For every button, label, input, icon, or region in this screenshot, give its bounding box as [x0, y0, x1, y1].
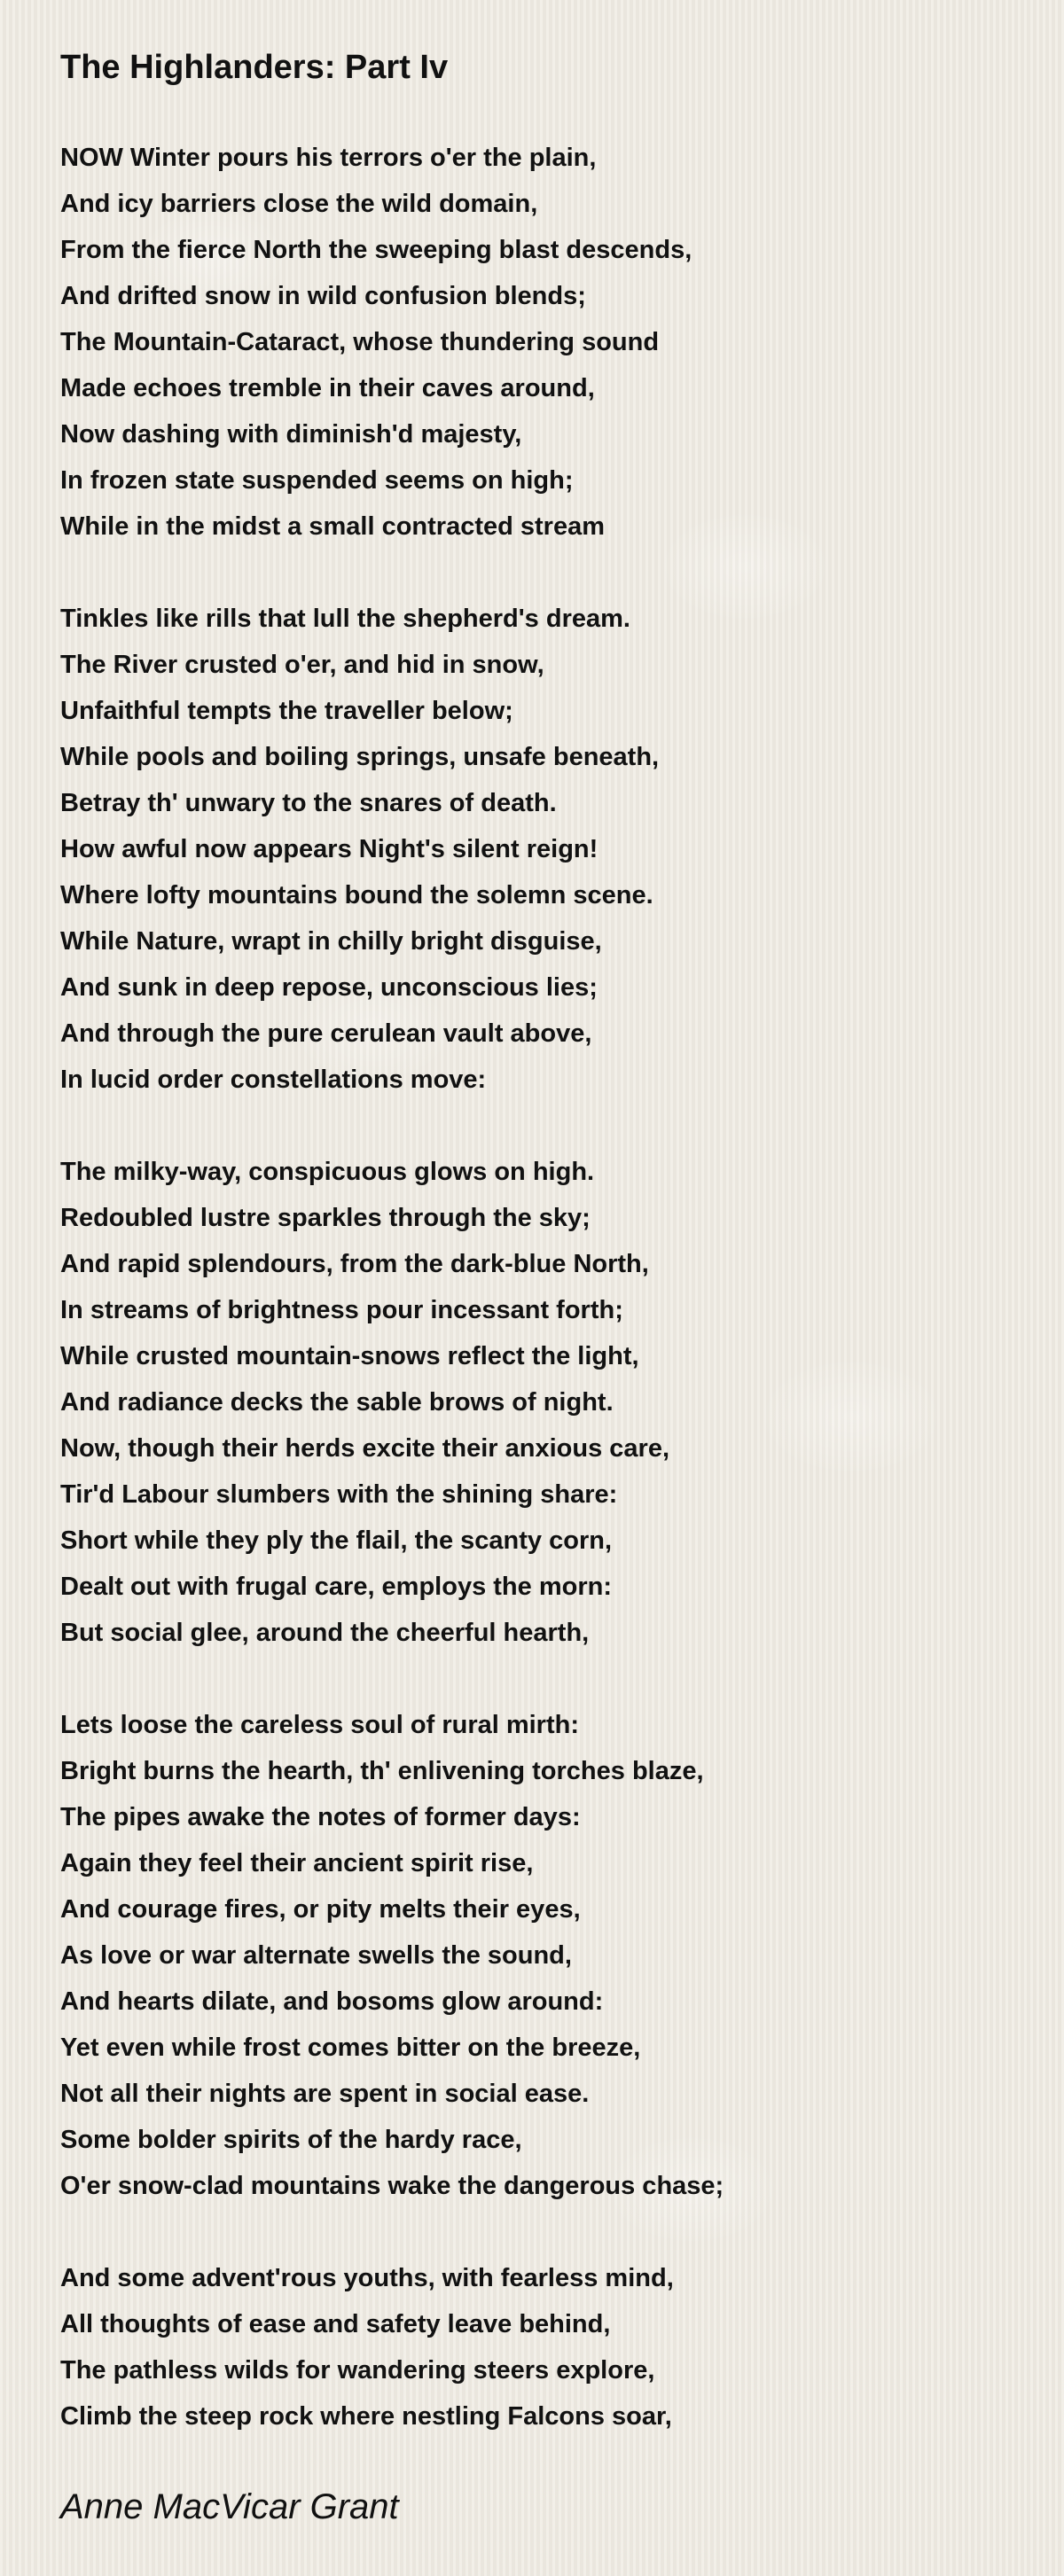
poem-line: From the fierce North the sweeping blast descends, — [60, 236, 692, 264]
poem-line: Made echoes tremble in their caves around, — [60, 374, 595, 402]
poem-line: And some advent'rous youths, with fearless mind, — [60, 2264, 674, 2292]
poem-line: Tinkles like rills that lull the shepherd's dream. — [60, 605, 630, 633]
stanza — [60, 596, 1018, 1103]
poem-line: As love or war alternate swells the sound, — [60, 1941, 572, 1970]
poem-line: The milky-way, conspicuous glows on high. — [60, 1158, 595, 1186]
poem-line: While pools and boiling springs, unsafe beneath, — [60, 743, 660, 771]
poem-line: While in the midst a small contracted stream — [60, 512, 605, 541]
stanza — [60, 1149, 1018, 1656]
poem-line: And sunk in deep repose, unconscious lies; — [60, 973, 598, 1002]
poem-line: NOW Winter pours his terrors o'er the plain, — [60, 144, 597, 172]
stanza — [60, 135, 1018, 550]
poem-line: And rapid splendours, from the dark-blue North, — [60, 1250, 649, 1278]
poem-line: The pipes awake the notes of former days: — [60, 1803, 581, 1831]
poem-line: The pathless wilds for wandering steers explore, — [60, 2356, 655, 2385]
poem-line: And hearts dilate, and bosoms glow around: — [60, 1987, 604, 2016]
poem-line: Redoubled lustre sparkles through the sky; — [60, 1204, 591, 1232]
stanza — [60, 2255, 1018, 2439]
poem-line: Lets loose the careless soul of rural mirth: — [60, 1711, 579, 1739]
poem-line: Betray th' unwary to the snares of death. — [60, 789, 557, 817]
poem-line: Dealt out with frugal care, employs the morn: — [60, 1573, 612, 1601]
poem-line: In lucid order constellations move: — [60, 1066, 487, 1094]
poem-line: Unfaithful tempts the traveller below; — [60, 697, 513, 725]
poem-line: The River crusted o'er, and hid in snow, — [60, 651, 544, 679]
poem-line: In streams of brightness pour incessant forth; — [60, 1296, 623, 1324]
poem-line: In frozen state suspended seems on high; — [60, 466, 574, 495]
poem-line: O'er snow-clad mountains wake the dangerous chase; — [60, 2172, 724, 2200]
poem-line: Now dashing with diminish'd majesty, — [60, 420, 522, 449]
poem-line: Some bolder spirits of the hardy race, — [60, 2126, 522, 2154]
poem-line: Climb the steep rock where nestling Falcons soar, — [60, 2402, 672, 2431]
poem-line: The Mountain-Cataract, whose thundering sound — [60, 328, 660, 356]
poem-line: And icy barriers close the wild domain, — [60, 190, 538, 218]
poem-line: Yet even while frost comes bitter on the breeze, — [60, 2033, 641, 2062]
poem-title: The Highlanders: Part Iv — [60, 49, 449, 86]
poem-line: While crusted mountain-snows reflect the light, — [60, 1342, 639, 1370]
poem-line: Short while they ply the flail, the scanty corn, — [60, 1526, 613, 1555]
poem-line: And drifted snow in wild confusion blends; — [60, 282, 586, 310]
poem-line: And radiance decks the sable brows of night. — [60, 1388, 614, 1417]
poem-line: Tir'd Labour slumbers with the shining share: — [60, 1480, 618, 1509]
poem-author: Anne MacVicar Grant — [60, 2487, 399, 2526]
poem-line: Now, though their herds excite their anxious care, — [60, 1434, 670, 1463]
poem-body — [60, 135, 1018, 2439]
poem-line: Again they feel their ancient spirit rise, — [60, 1849, 534, 1877]
poem-line: And courage fires, or pity melts their eyes, — [60, 1895, 581, 1924]
poem-line: How awful now appears Night's silent reign! — [60, 835, 598, 863]
stanza — [60, 1702, 1018, 2209]
poem-line: While Nature, wrapt in chilly bright disguise, — [60, 927, 602, 956]
poem-line: All thoughts of ease and safety leave behind, — [60, 2310, 611, 2338]
poem-line: And through the pure cerulean vault above, — [60, 1019, 592, 1048]
poem-container — [60, 46, 1018, 2486]
poem-line: But social glee, around the cheerful hearth, — [60, 1619, 590, 1647]
poem-line: Not all their nights are spent in social ease. — [60, 2080, 590, 2108]
poem-line: Where lofty mountains bound the solemn scene. — [60, 881, 653, 909]
poem-line: Bright burns the hearth, th' enlivening torches blaze, — [60, 1757, 704, 1785]
